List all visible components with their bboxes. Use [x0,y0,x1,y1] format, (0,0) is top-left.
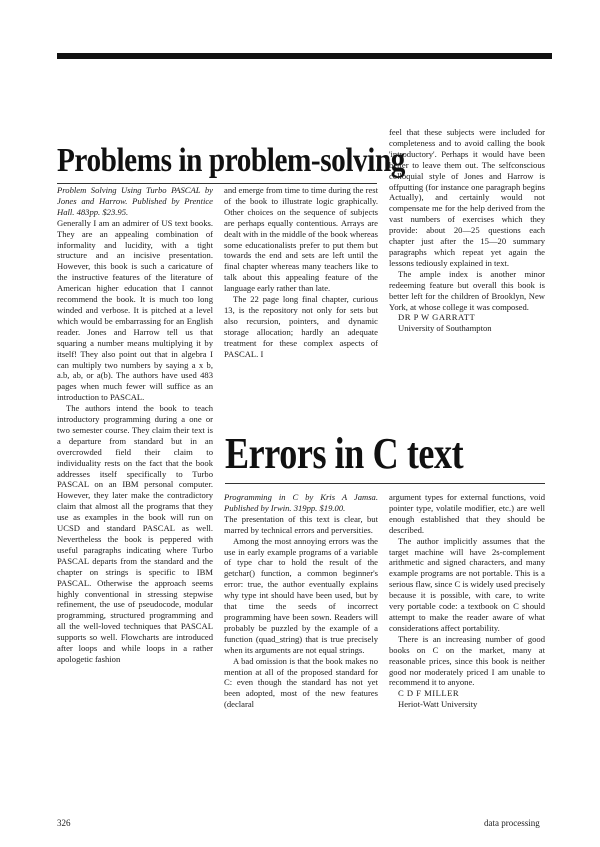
article2-title: Errors in C text [225,429,464,478]
article2-paragraph: The presentation of this text is clear, but marred by technical errors and perversities. [224,513,378,535]
article1-paragraph: Generally I am an admirer of US text books. They are an appealing combination of informality and lucidity, with a tight structure and an incisive presentation. However, this book is such a caricature of the instructive features of the literature of American higher education that I cannot recommend the book. It is much too long winded and verbose. It is pitched at a level which would be embarrassing for an English reader. Jones and Harrow tell us that squaring a number means multiplying it by itself! They also point out that in algebra I can multiply two numbers by saying a x b, a.b, ab, or a(b). The authors have used 483 pages when much fewer will suffice as an introduction to PASCAL. [57,217,213,403]
article1-affiliation: University of Southampton [398,323,492,334]
top-rule [57,53,552,59]
article2-paragraph: A bad omission is that the book makes no mention at all of the proposed standard for C: even though the standard has not yet been adopted, most of the new features (declaral [224,655,378,710]
article2-author: C D F MILLER [398,688,460,699]
article1-column-3 [389,127,545,417]
article1-paragraph: The ample index is another minor redeeming feature but overall this book is better left for the children of Brooklyn, New York, at whose college it was composed. [389,268,545,312]
article1-paragraph: and emerge from time to time during the rest of the book to illustrate logic graphically. Other choices on the sequence of subjects are perhaps equally contentious. Arrays are dealt with in the middle of the book whereas some educationalists prefer to put them but towards the end and sets are left until the final chapter whereas many teachers like to talk about this appealing feature of the language early rather than late. [224,185,378,294]
article1-title-rule [57,183,377,184]
article1-author: DR P W GARRATT [398,312,476,323]
journal-name: data processing [484,818,540,828]
article1-column-2 [224,185,378,383]
article2-column-2 [389,492,545,810]
article1-paragraph: The 22 page long final chapter, curious 13, is the repository not only for sets but also recursion, pointers, and dynamic storage allocation; hardly an adequate treatment for these complex aspects of PASCAL. I [224,294,378,359]
page-number: 326 [57,818,71,828]
article2-paragraph: argument types for external functions, void pointer type, volatile modifier, etc.) are well enough established that they should be described. [389,492,545,535]
article2-affiliation: Heriot-Watt University [398,699,478,710]
article1-paragraph: feel that these subjects were included for completeness and to avoid calling the book 'introductory'. Perhaps it would have been better to leave them out. The selfconscious colloquial style of Jones and Harrow is offputting (for instance one paragraph begins Actually), and certainly would not compensate me for the help derived from the vast numbers of exercises which they provide: about 20—25 questions each chapter just after the 15—20 summary paragraphs which repeat yet again the lessons tediously explained in text. [389,127,545,268]
article2-paragraph: Among the most annoying errors was the use in early example programs of a variable of type char to hold the result of the getchar() function, a common beginner's error: true, the author eventually explains why type int should have been used, but by that time the seeds of incorrect programming have been sown. Readers will probably be puzzled by the example of a function (quad_string) that is true precisely when its arguments are not equal strings. [224,535,378,655]
article2-title-rule [225,483,545,484]
article2-paragraph: The author implicitly assumes that the target machine will have 2s-complement arithmetic and signed characters, and many example programs are not portable. This is a serious flaw, since C is widely used precisely because it is possible, with care, to write very portable code: a textbook on C should attempt to make the reader aware of what considerations affect portability. [389,535,545,633]
article2-byline: Programming in C by Kris A Jamsa. Published by Irwin. 319pp. $19.00. [224,492,378,513]
article2-column-1 [224,492,378,810]
article1-paragraph: The authors intend the book to teach introductory programming during a one or two semester course. They claim their text is a departure from standard but in an overcrowded field their claim to individuality rests on the fact that the book addresses itself specifically to Turbo PASCAL on an IBM personal computer. However, they later make the contradictory claim that almost all the programs that they use as examples in the book will run on UCSD and standard PASCAL as well. Nevertheless the book is peppered with useful paragraphs indicating where Turbo PASCAL departs from the standard and the chapter on strings is specific to IBM PASCAL. Otherwise the approach seems highly conventional in stressing stepwise refinement, the use of pseudocode, modular programming, structured programming and all the well-loved techniques that PASCAL supports so well. Flowcharts are introduced after loops and while loops in a rather apologetic fashion [57,403,213,664]
article1-title: Problems in problem-solving [57,142,405,179]
article2-paragraph: There is an increasing number of good books on C on the market, many at reasonable prices, since this book is neither good nor moderately priced I am unable to recommend it to anyone. [389,633,545,688]
article1-byline: Problem Solving Using Turbo PASCAL by Jones and Harrow. Published by Prentice Hall. 483pp. $23.95. [57,185,213,217]
article1-column-1 [57,185,213,805]
